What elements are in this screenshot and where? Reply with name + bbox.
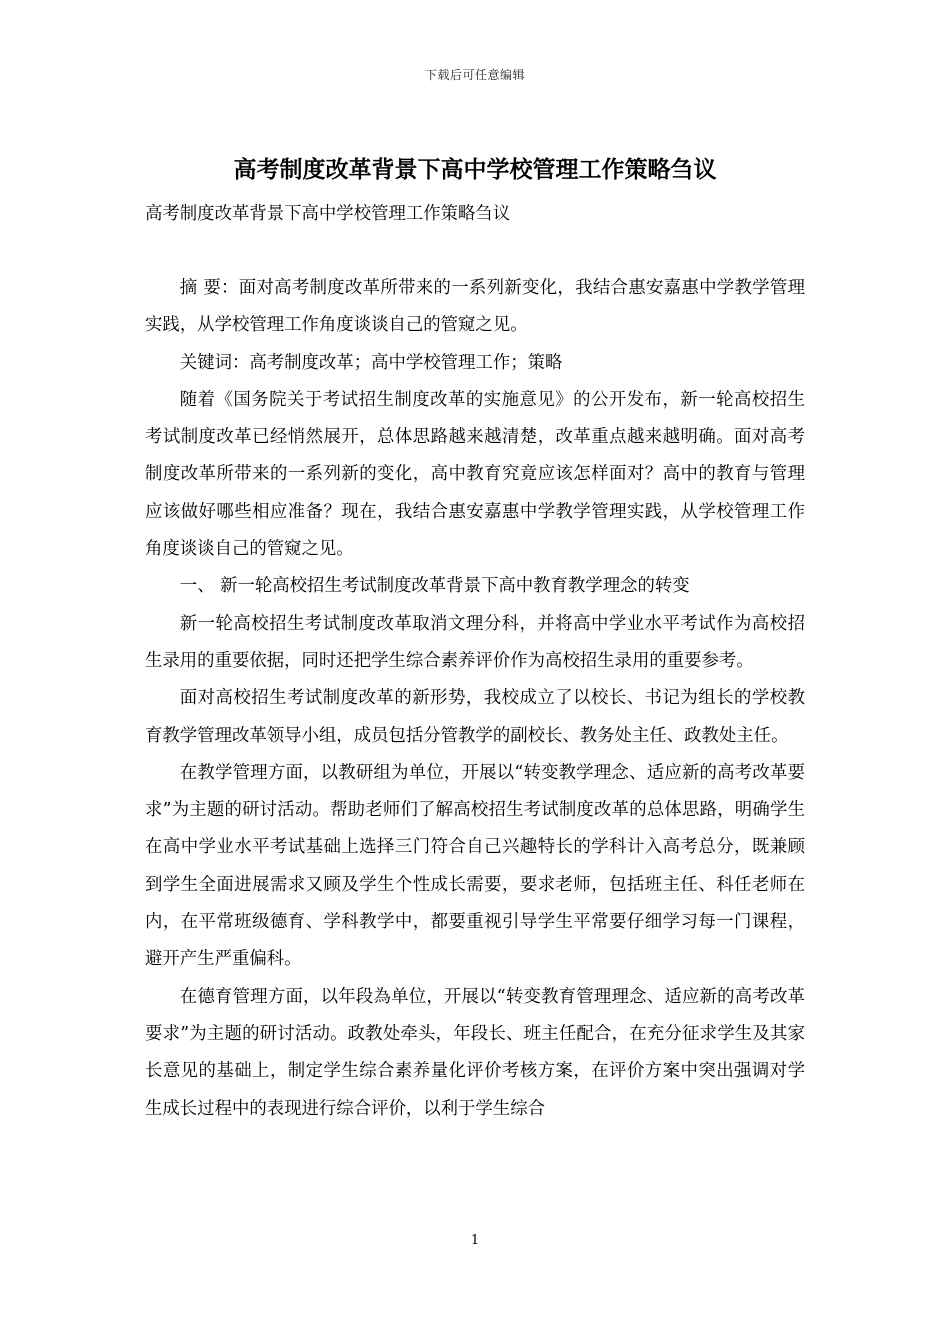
document-subtitle: 高考制度改革背景下高中学校管理工作策略刍议 <box>145 204 511 224</box>
abstract-paragraph: 摘 要：面对高考制度改革所带来的一系列新变化，我结合惠安嘉惠中学教学管理实践，从学校管理工作角度谈谈自己的管窥之见。 <box>145 278 805 336</box>
body-paragraph: 新一轮高校招生考试制度改革取消文理分科，并将高中学业水平考试作为高校招生录用的重要依据，同时还把学生综合素养评价作为高校招生录用的重要参考。 <box>145 613 805 671</box>
body-paragraph: 面对高校招生考试制度改革的新形势，我校成立了以校长、书记为组长的学校教育教学管理改革领导小组，成员包括分管教学的副校长、教务处主任、政教处主任。 <box>145 688 805 746</box>
keywords-paragraph: 关键词：高考制度改革；高中学校管理工作；策略 <box>179 352 563 373</box>
document-title: 高考制度改革背景下高中学校管理工作策略刍议 <box>233 157 717 183</box>
body-paragraph: 在教学管理方面，以教研组为单位，开展以“转变教学理念、适应新的高考改革要求”为主题的研讨活动。帮助老师们了解高校招生考试制度改革的总体思路，明确学生在高中学业水平考试基础上选择三门符合自己兴趣特长的学科计入高考总分，既兼顾到学生全面进展需求又顾及学生个性成长需要，要求老师，包括班主任、科任老师在内，在平常班级德育、学科教学中，都要重视引导学生平常要仔细学习每一门课程，避开产生严重偏科。 <box>145 762 805 970</box>
body-paragraph: 随着《国务院关于考试招生制度改革的实施意见》的公开发布，新一轮高校招生考试制度改革已经悄然展开，总体思路越来越清楚，改革重点越来越明确。面对高考制度改革所带来的一系列新的变化，高中教育究竟应该怎样面对？高中的教育与管理应该做好哪些相应准备？现在，我结合惠安嘉惠中学教学管理实践，从学校管理工作角度谈谈自己的管窥之见。 <box>145 389 805 560</box>
document-body <box>145 270 805 1128</box>
body-paragraph: 在德育管理方面，以年段為单位，开展以“转变教育管理理念、适应新的高考改革要求”为主题的研讨活动。政教处牵头，年段长、班主任配合，在充分征求学生及其家长意见的基础上，制定学生综合素养量化评价考核方案，在评价方案中突出强调对学生成长过程中的表现进行综合评价，以利于学生综合 <box>145 986 805 1119</box>
section-heading: 一、 新一轮高校招生考试制度改革背景下高中教育教学理念的转变 <box>179 576 690 597</box>
page-number: 1 <box>470 1233 480 1248</box>
header-note: 下载后可任意编辑 <box>424 68 525 82</box>
